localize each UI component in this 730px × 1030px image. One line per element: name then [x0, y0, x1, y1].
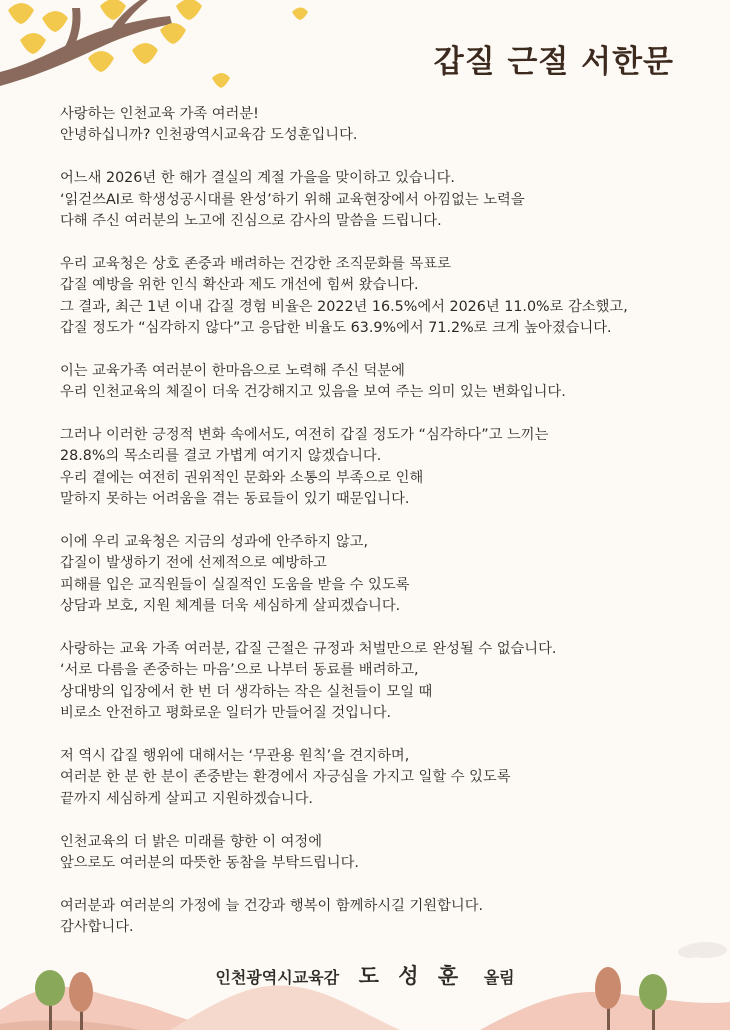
- clouds: [678, 942, 727, 958]
- letter-paragraph: [60, 168, 680, 232]
- letter-line: 다해 주신 여러분의 노고에 진심으로 감사의 말씀을 드립니다.: [60, 213, 442, 230]
- page-title: 갑질 근절 서한문: [433, 44, 674, 80]
- letter-line: 피해를 입은 교직원들이 실질적인 도움을 받을 수 있도록: [60, 576, 410, 593]
- letter-line: 갑질이 발생하기 전에 선제적으로 예방하고: [60, 555, 327, 572]
- letter-line: ‘읽걷쓰AI로 학생성공시대를 완성’하기 위해 교육현장에서 아낌없는 노력을: [60, 191, 525, 208]
- letter-line: 이에 우리 교육청은 지금의 성과에 안주하지 않고,: [60, 534, 369, 551]
- letter-paragraph: [60, 104, 680, 147]
- letter-line: 우리 교육청은 상호 존중과 배려하는 건강한 조직문화를 목표로: [60, 255, 451, 272]
- letter-paragraph: [60, 361, 680, 404]
- letter-line: 저 역시 갑질 행위에 대해서는 ‘무관용 원칙’을 견지하며,: [60, 748, 410, 765]
- signature-line: [0, 960, 730, 990]
- letter-line: 이는 교육가족 여러분이 한마음으로 노력해 주신 덕분에: [60, 362, 405, 379]
- letter-paragraph: [60, 832, 680, 875]
- letter-line: 앞으로도 여러분의 따뜻한 동참을 부탁드립니다.: [60, 855, 359, 872]
- letter-line: 사랑하는 교육 가족 여러분, 갑질 근절은 규정과 처벌만으로 완성될 수 없습니다.: [60, 641, 557, 658]
- letter-line: 안녕하십니까? 인천광역시교육감 도성훈입니다.: [60, 127, 358, 144]
- letter-line: 인천교육의 더 밝은 미래를 향한 이 여정에: [60, 833, 323, 850]
- letter-line: 비로소 안전하고 평화로운 일터가 만들어질 것입니다.: [60, 705, 392, 722]
- letter-line: 상대방의 입장에서 한 번 더 생각하는 작은 실천들이 모일 때: [60, 683, 433, 700]
- letter-line: 갑질 정도가 “심각하지 않다”고 응답한 비율도 63.9%에서 71.2%로 크게 높아졌습니다.: [60, 320, 612, 337]
- letter-body: [60, 104, 680, 960]
- letter-line: 사랑하는 인천교육 가족 여러분!: [60, 106, 259, 122]
- letter-line: 감사합니다.: [60, 919, 134, 936]
- letter-paragraph: [60, 254, 680, 340]
- letter-line: 우리 인천교육의 체질이 더욱 건강해지고 있음을 보여 주는 의미 있는 변화입니다.: [60, 384, 566, 401]
- letter-line: 여러분과 여러분의 가정에 늘 건강과 행복이 함께하시길 기원합니다.: [60, 897, 484, 914]
- letter-line: 끝까지 세심하게 살피고 지원하겠습니다.: [60, 790, 313, 807]
- letter-paragraph: [60, 425, 680, 511]
- letter-line: 28.8%의 목소리를 결코 가볍게 여기지 않겠습니다.: [60, 448, 382, 465]
- letter-paragraph: [60, 639, 680, 725]
- ginkgo-leaves: [8, 0, 308, 88]
- letter-line: 그러나 이러한 긍정적 변화 속에서도, 여전히 갑질 정도가 “심각하다”고 느끼는: [60, 427, 549, 444]
- letter-line: 말하지 못하는 어려움을 겪는 동료들이 있기 때문입니다.: [60, 491, 410, 508]
- signature-office: 인천광역시교육감: [215, 968, 340, 987]
- letter-line: ‘서로 다름을 존중하는 마음’으로 나부터 동료를 배려하고,: [60, 662, 419, 679]
- letter-line: 여러분 한 분 한 분이 존중받는 환경에서 자긍심을 가지고 일할 수 있도록: [60, 769, 511, 786]
- signature-name: 도 성 훈: [358, 963, 465, 988]
- letter-line: 상담과 보호, 지원 체계를 더욱 세심하게 살피겠습니다.: [60, 598, 401, 615]
- letter-paragraph: [60, 746, 680, 810]
- letter-line: 어느새 2026년 한 해가 결실의 계절 가을을 맞이하고 있습니다.: [60, 170, 455, 187]
- letter-line: 우리 곁에는 여전히 권위적인 문화와 소통의 부족으로 인해: [60, 469, 424, 486]
- letter-line: 그 결과, 최근 1년 이내 갑질 경험 비율은 2022년 16.5%에서 2026년 11.0%로 감소했고,: [60, 298, 628, 315]
- signature-closing: 올림: [483, 968, 515, 987]
- letter-paragraph: [60, 532, 680, 618]
- letter-line: 갑질 예방을 위한 인식 확산과 제도 개선에 힘써 왔습니다.: [60, 277, 419, 294]
